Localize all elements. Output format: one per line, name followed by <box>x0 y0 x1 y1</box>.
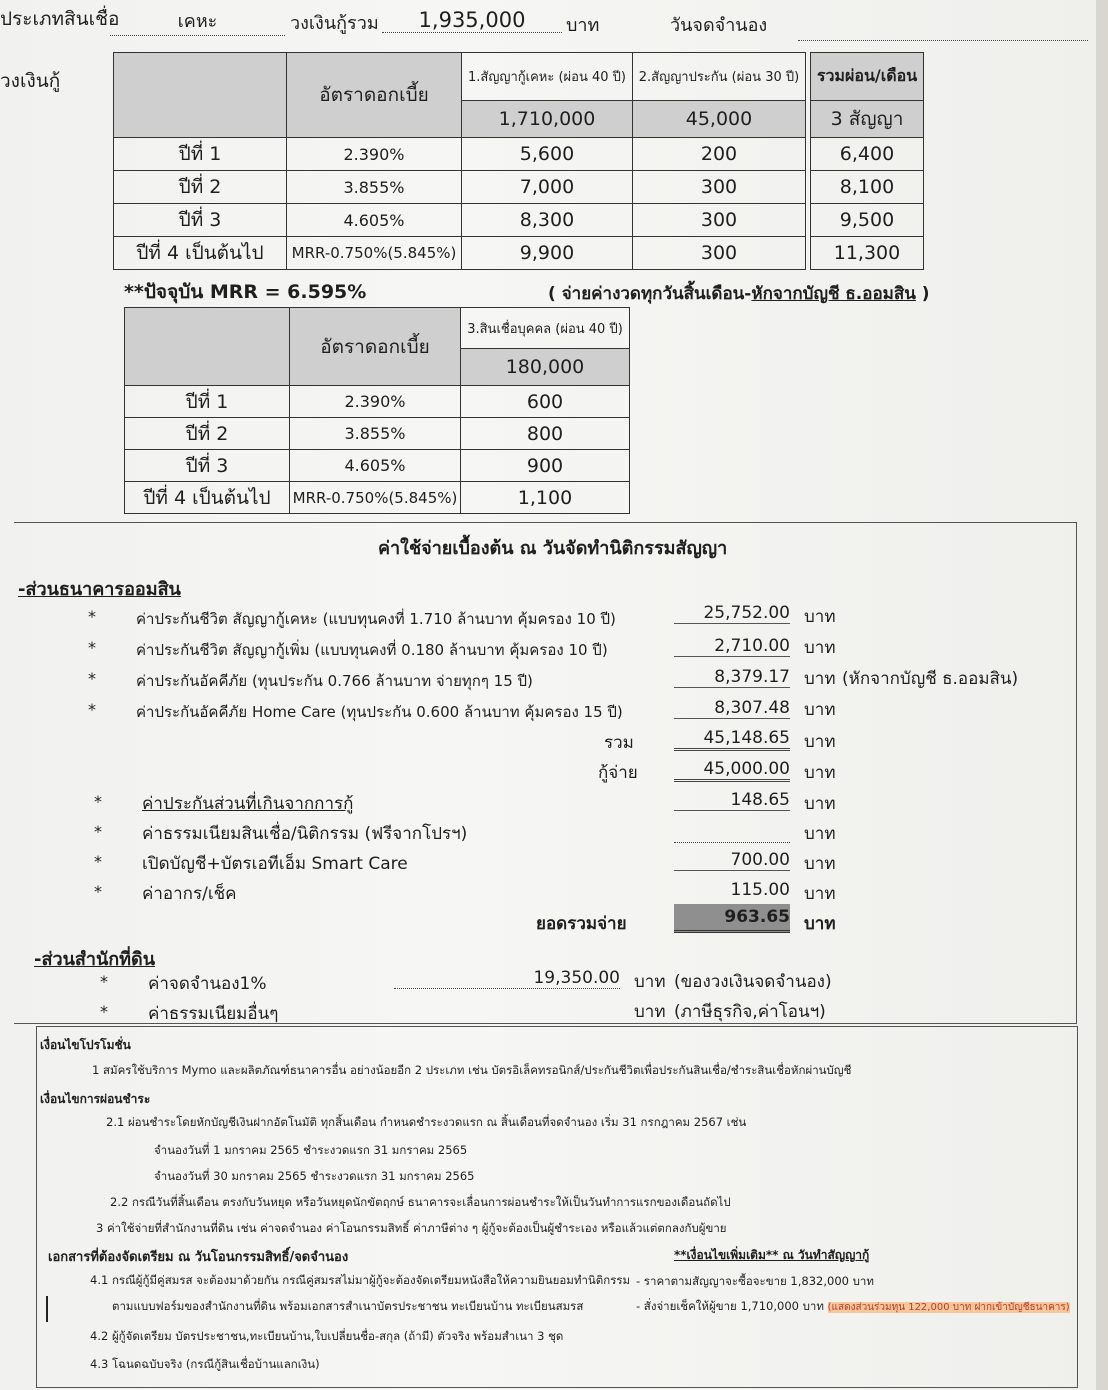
borrow-value: 45,000.00 <box>674 759 790 782</box>
col2-amount: 45,000 <box>633 100 806 137</box>
table-row <box>114 138 924 171</box>
mortgage-date-field <box>798 20 1088 41</box>
extra-item-label: ค่าธรรมเนียมสินเชื่อ/นิติกรรม (ฟรีจากโปรฯ) <box>142 824 468 844</box>
loan-type-label: ประเภทสินเชื่อ <box>0 8 120 30</box>
rate-cell: 2.390% <box>287 138 462 171</box>
installment-table <box>113 52 924 270</box>
rate-header-2: อัตราดอกเบี้ย <box>290 308 461 386</box>
pay-item: 3 ค่าใช้จ่ายที่สำนักงานที่ดิน เช่น ค่าจดจำนอง ค่าโอนกรรมสิทธิ์ ค่าภาษีต่าง ๆ ผู้กู้จะต้องเป็นผู้ชำระเอง หรือแล้วแต่ตกลงกับผู้ขาย <box>96 1221 727 1235</box>
extra-item-unit: บาท <box>804 854 836 874</box>
borrow-unit: บาท <box>804 763 836 783</box>
extra-item-amount: 700.00 <box>674 850 790 871</box>
extra-item-amount <box>674 820 790 843</box>
bank-item-label: ค่าประกันอัคคีภัย (ทุนประกัน 0.766 ล้านบาท จ่ายทุกๆ 15 ปี) <box>136 672 533 690</box>
bank-item-unit: บาท <box>804 700 836 720</box>
doc-item: 4.1 กรณีผู้กู้มีคู่สมรส จะต้องมาด้วยกัน กรณีคู่สมรสไม่มาผู้กู้จะต้องจัดเตรียมหนังสือให้ความยินยอมทำนิติกรรม <box>90 1273 631 1287</box>
promo-title: เงื่อนไขโปรโมชั่น <box>40 1038 131 1052</box>
land-item-note: (ของวงเงินจดจำนอง) <box>674 972 832 992</box>
personal-loan-table <box>124 307 630 514</box>
doc-item: 4.2 ผู้กู้จัดเตรียม บัตรประชาชน,ทะเบียนบ้าน,ใบเปลี่ยนชื่อ-สกุล (ถ้ามี) ตัวจริง พร้อมสำเนา 3 ชุด <box>90 1329 564 1343</box>
sum-value: 45,148.65 <box>674 728 790 751</box>
sum-unit: บาท <box>804 732 836 752</box>
col3-amount: 3 สัญญา <box>811 100 924 137</box>
borrow-label: กู้จ่าย <box>598 763 638 783</box>
rate-cell: MRR-0.750%(5.845%) <box>290 482 461 514</box>
extra-item-bullet: * <box>94 822 102 841</box>
extra-item-bullet: * <box>94 882 102 901</box>
pay-note-account: หักจากบัญชี ธ.ออมสิน <box>751 284 916 304</box>
year-cell: ปีที่ 1 <box>114 138 287 171</box>
extra-item-unit: บาท <box>804 794 836 814</box>
bank-item-amount: 25,752.00 <box>674 603 790 624</box>
year-cell: ปีที่ 2 <box>125 418 290 450</box>
amount-cell: 600 <box>461 386 630 418</box>
amount-cell: 1,100 <box>461 482 630 514</box>
year-cell: ปีที่ 1 <box>125 386 290 418</box>
bank-item-amount: 8,379.17 <box>674 667 790 688</box>
amount-cell: 7,000 <box>462 171 633 204</box>
land-item-label: ค่าธรรมเนียมอื่นๆ <box>148 1004 279 1024</box>
year-cell: ปีที่ 4 เป็นต้นไป <box>114 237 287 270</box>
total-cell: 11,300 <box>811 237 924 270</box>
amount-cell: 5,600 <box>462 138 633 171</box>
year-cell: ปีที่ 2 <box>114 171 287 204</box>
bank-item-unit: บาท <box>804 669 836 689</box>
col-amount-2: 180,000 <box>461 349 630 386</box>
bank-item-label: ค่าประกันอัคคีภัย Home Care (ทุนประกัน 0.600 ล้านบาท คุ้มครอง 15 ปี) <box>136 703 623 721</box>
total-label: วงเงินกู้รวม <box>290 13 379 34</box>
land-item-unit: บาท <box>634 1002 666 1022</box>
sum-label: รวม <box>604 733 634 753</box>
grand-label: ยอดรวมจ่าย <box>536 914 627 934</box>
extra-condition <box>636 1298 1070 1316</box>
doc-item: 4.3 โฉนดฉบับจริง (กรณีกู้สินเชื่อบ้านแลกเงิน) <box>90 1357 320 1371</box>
col2-header: 2.สัญญาประกัน (ผ่อน 30 ปี) <box>633 53 806 101</box>
amount-cell: 9,900 <box>462 237 633 270</box>
table-row <box>125 482 630 514</box>
bank-item-note: (หักจากบัญชี ธ.ออมสิน) <box>842 669 1019 689</box>
bank-item-unit: บาท <box>804 607 836 627</box>
left-label: วงเงินกู้ <box>0 70 61 92</box>
mrr-note: **ปัจจุบัน MRR = 6.595% <box>124 281 367 303</box>
pay-item: 2.2 กรณีวันที่สิ้นเดือน ตรงกับวันหยุด หรือวันหยุดนักขัตฤกษ์ ธนาคารจะเลื่อนการผ่อนชำระให้เป็นวันทำการแรกของเดือนถัดไป <box>110 1195 731 1209</box>
rate-cell: 2.390% <box>290 386 461 418</box>
bank-item-label: ค่าประกันชีวิต สัญญากู้เคหะ (แบบทุนคงที่ 1.710 ล้านบาท คุ้มครอง 10 ปี) <box>136 610 616 628</box>
extra-condition: - ราคาตามสัญญาจะซื้อจะขาย 1,832,000 บาท <box>636 1274 874 1288</box>
extra-item-amount: 115.00 <box>730 880 790 900</box>
bank-item-amount: 8,307.48 <box>674 698 790 719</box>
total-cell: 8,100 <box>811 171 924 204</box>
extra-item-unit: บาท <box>804 884 836 904</box>
margin-mark <box>46 1296 48 1322</box>
land-item-amount: 19,350.00 <box>394 968 620 989</box>
pay-item: 2.1 ผ่อนชำระโดยหักบัญชีเงินฝากอัตโนมัติ ทุกสิ้นเดือน กำหนดชำระงวดแรก ณ สิ้นเดือนที่จดจำนอง เริ่ม 31 กรกฎาคม 2567 เช่น <box>106 1115 747 1129</box>
table-row <box>114 171 924 204</box>
land-item-bullet: * <box>100 972 108 991</box>
amount-cell: 300 <box>633 237 806 270</box>
year-cell: ปีที่ 3 <box>125 450 290 482</box>
rate-cell: MRR-0.750%(5.845%) <box>287 237 462 270</box>
pay-note <box>548 280 930 307</box>
extra-conditions-title: **เงื่อนไขเพิ่มเติม** ณ วันทำสัญญากู้ <box>674 1248 870 1262</box>
rate-cell: 3.855% <box>287 171 462 204</box>
pay-example: จำนองวันที่ 1 มกราคม 2565 ชำระงวดแรก 31 มกราคม 2565 <box>154 1143 468 1157</box>
amount-cell: 300 <box>633 204 806 237</box>
land-item-unit: บาท <box>634 972 666 992</box>
col-header-2: 3.สินเชื่อบุคคล (ผ่อน 40 ปี) <box>461 308 630 349</box>
grand-value: 963.65 <box>674 904 790 933</box>
amount-cell: 800 <box>461 418 630 450</box>
table-row <box>125 450 630 482</box>
extra-item-bullet: * <box>94 852 102 871</box>
total-unit: บาท <box>566 15 600 36</box>
total-value: 1,935,000 <box>382 8 562 33</box>
extra-item-label: เปิดบัญชี+บัตรเอทีเอ็ม Smart Care <box>142 854 408 874</box>
bank-section-title: -ส่วนธนาคารออมสิน <box>18 579 181 600</box>
amount-cell: 200 <box>633 138 806 171</box>
pay-title: เงื่อนไขการผ่อนชำระ <box>40 1092 151 1106</box>
rate-header: อัตราดอกเบี้ย <box>287 53 462 138</box>
bank-item-amount: 2,710.00 <box>674 636 790 657</box>
doc-item: ตามแบบฟอร์มของสำนักงานที่ดิน พร้อมเอกสารสำเนาบัตรประชาชน ทะเบียนบ้าน ทะเบียนสมรส <box>112 1299 584 1313</box>
bank-item-unit: บาท <box>804 638 836 658</box>
rate-cell: 4.605% <box>290 450 461 482</box>
amount-cell: 300 <box>633 171 806 204</box>
table-row <box>114 237 924 270</box>
col1-header: 1.สัญญากู้เคหะ (ผ่อน 40 ปี) <box>462 53 633 101</box>
extra-item-bullet: * <box>94 792 102 811</box>
year-cell: ปีที่ 3 <box>114 204 287 237</box>
land-item-bullet: * <box>100 1002 108 1021</box>
extra-item-label: ค่าประกันส่วนที่เกินจากการกู้ <box>142 794 354 814</box>
land-item-label: ค่าจดจำนอง1% <box>148 974 267 994</box>
bank-item-bullet: * <box>88 669 96 688</box>
table-row <box>114 204 924 237</box>
rate-cell: 3.855% <box>290 418 461 450</box>
mortgage-date-label: วันจดจำนอง <box>670 15 768 36</box>
bank-item-bullet: * <box>88 638 96 657</box>
pay-example: จำนองวันที่ 30 มกราคม 2565 ชำระงวดแรก 31 มกราคม 2565 <box>154 1169 475 1183</box>
col1-amount: 1,710,000 <box>462 100 633 137</box>
docs-title: เอกสารที่ต้องจัดเตรียม ณ วันโอนกรรมสิทธิ์/จดจำนอง <box>48 1250 349 1265</box>
land-section-title: -ส่วนสำนักที่ดิน <box>34 949 156 970</box>
extra-condition-text: - สั่งจ่ายเช็คให้ผู้ขาย 1,710,000 บาท <box>636 1299 824 1313</box>
amount-cell: 8,300 <box>462 204 633 237</box>
year-cell: ปีที่ 4 เป็นต้นไป <box>125 482 290 514</box>
bank-item-bullet: * <box>88 607 96 626</box>
highlighted-note: (แสดงส่วนร่วมทุน 122,000 บาท ฝากเข้าบัญชีธนาคาร) <box>827 1302 1070 1313</box>
total-cell: 6,400 <box>811 138 924 171</box>
costs-title: ค่าใช้จ่ายเบื้องต้น ณ วันจัดทำนิติกรรมสัญญา <box>378 538 728 559</box>
pay-note-suffix: ) <box>915 284 930 304</box>
bank-item-bullet: * <box>88 700 96 719</box>
extra-item-amount: 148.65 <box>674 790 790 811</box>
total-cell: 9,500 <box>811 204 924 237</box>
amount-cell: 900 <box>461 450 630 482</box>
col3-header: รวมผ่อน/เดือน <box>811 53 924 101</box>
pay-note-prefix: ( จ่ายค่างวดทุกวันสิ้นเดือน- <box>548 284 752 304</box>
table-row <box>125 418 630 450</box>
extra-item-label: ค่าอากร/เช็ค <box>142 884 237 904</box>
loan-type-value: เคหะ <box>110 6 285 36</box>
table-row <box>125 386 630 418</box>
rate-cell: 4.605% <box>287 204 462 237</box>
bank-item-label: ค่าประกันชีวิต สัญญากู้เพิ่ม (แบบทุนคงที่ 0.180 ล้านบาท คุ้มครอง 10 ปี) <box>136 641 608 659</box>
extra-item-unit: บาท <box>804 824 836 844</box>
grand-unit: บาท <box>804 914 836 934</box>
land-item-note: (ภาษีธุรกิจ,ค่าโอนฯ) <box>674 1002 826 1022</box>
promo-item: 1 สมัครใช้บริการ Mymo และผลิตภัณฑ์ธนาคารอื่น อย่างน้อยอีก 2 ประเภท เช่น บัตรอิเล็คทรอนิกส์/ประกันชีวิตเพื่อประกันสินเชื่อ/ชำระสินเชื่อหักผ่านบัญชี <box>92 1063 852 1077</box>
